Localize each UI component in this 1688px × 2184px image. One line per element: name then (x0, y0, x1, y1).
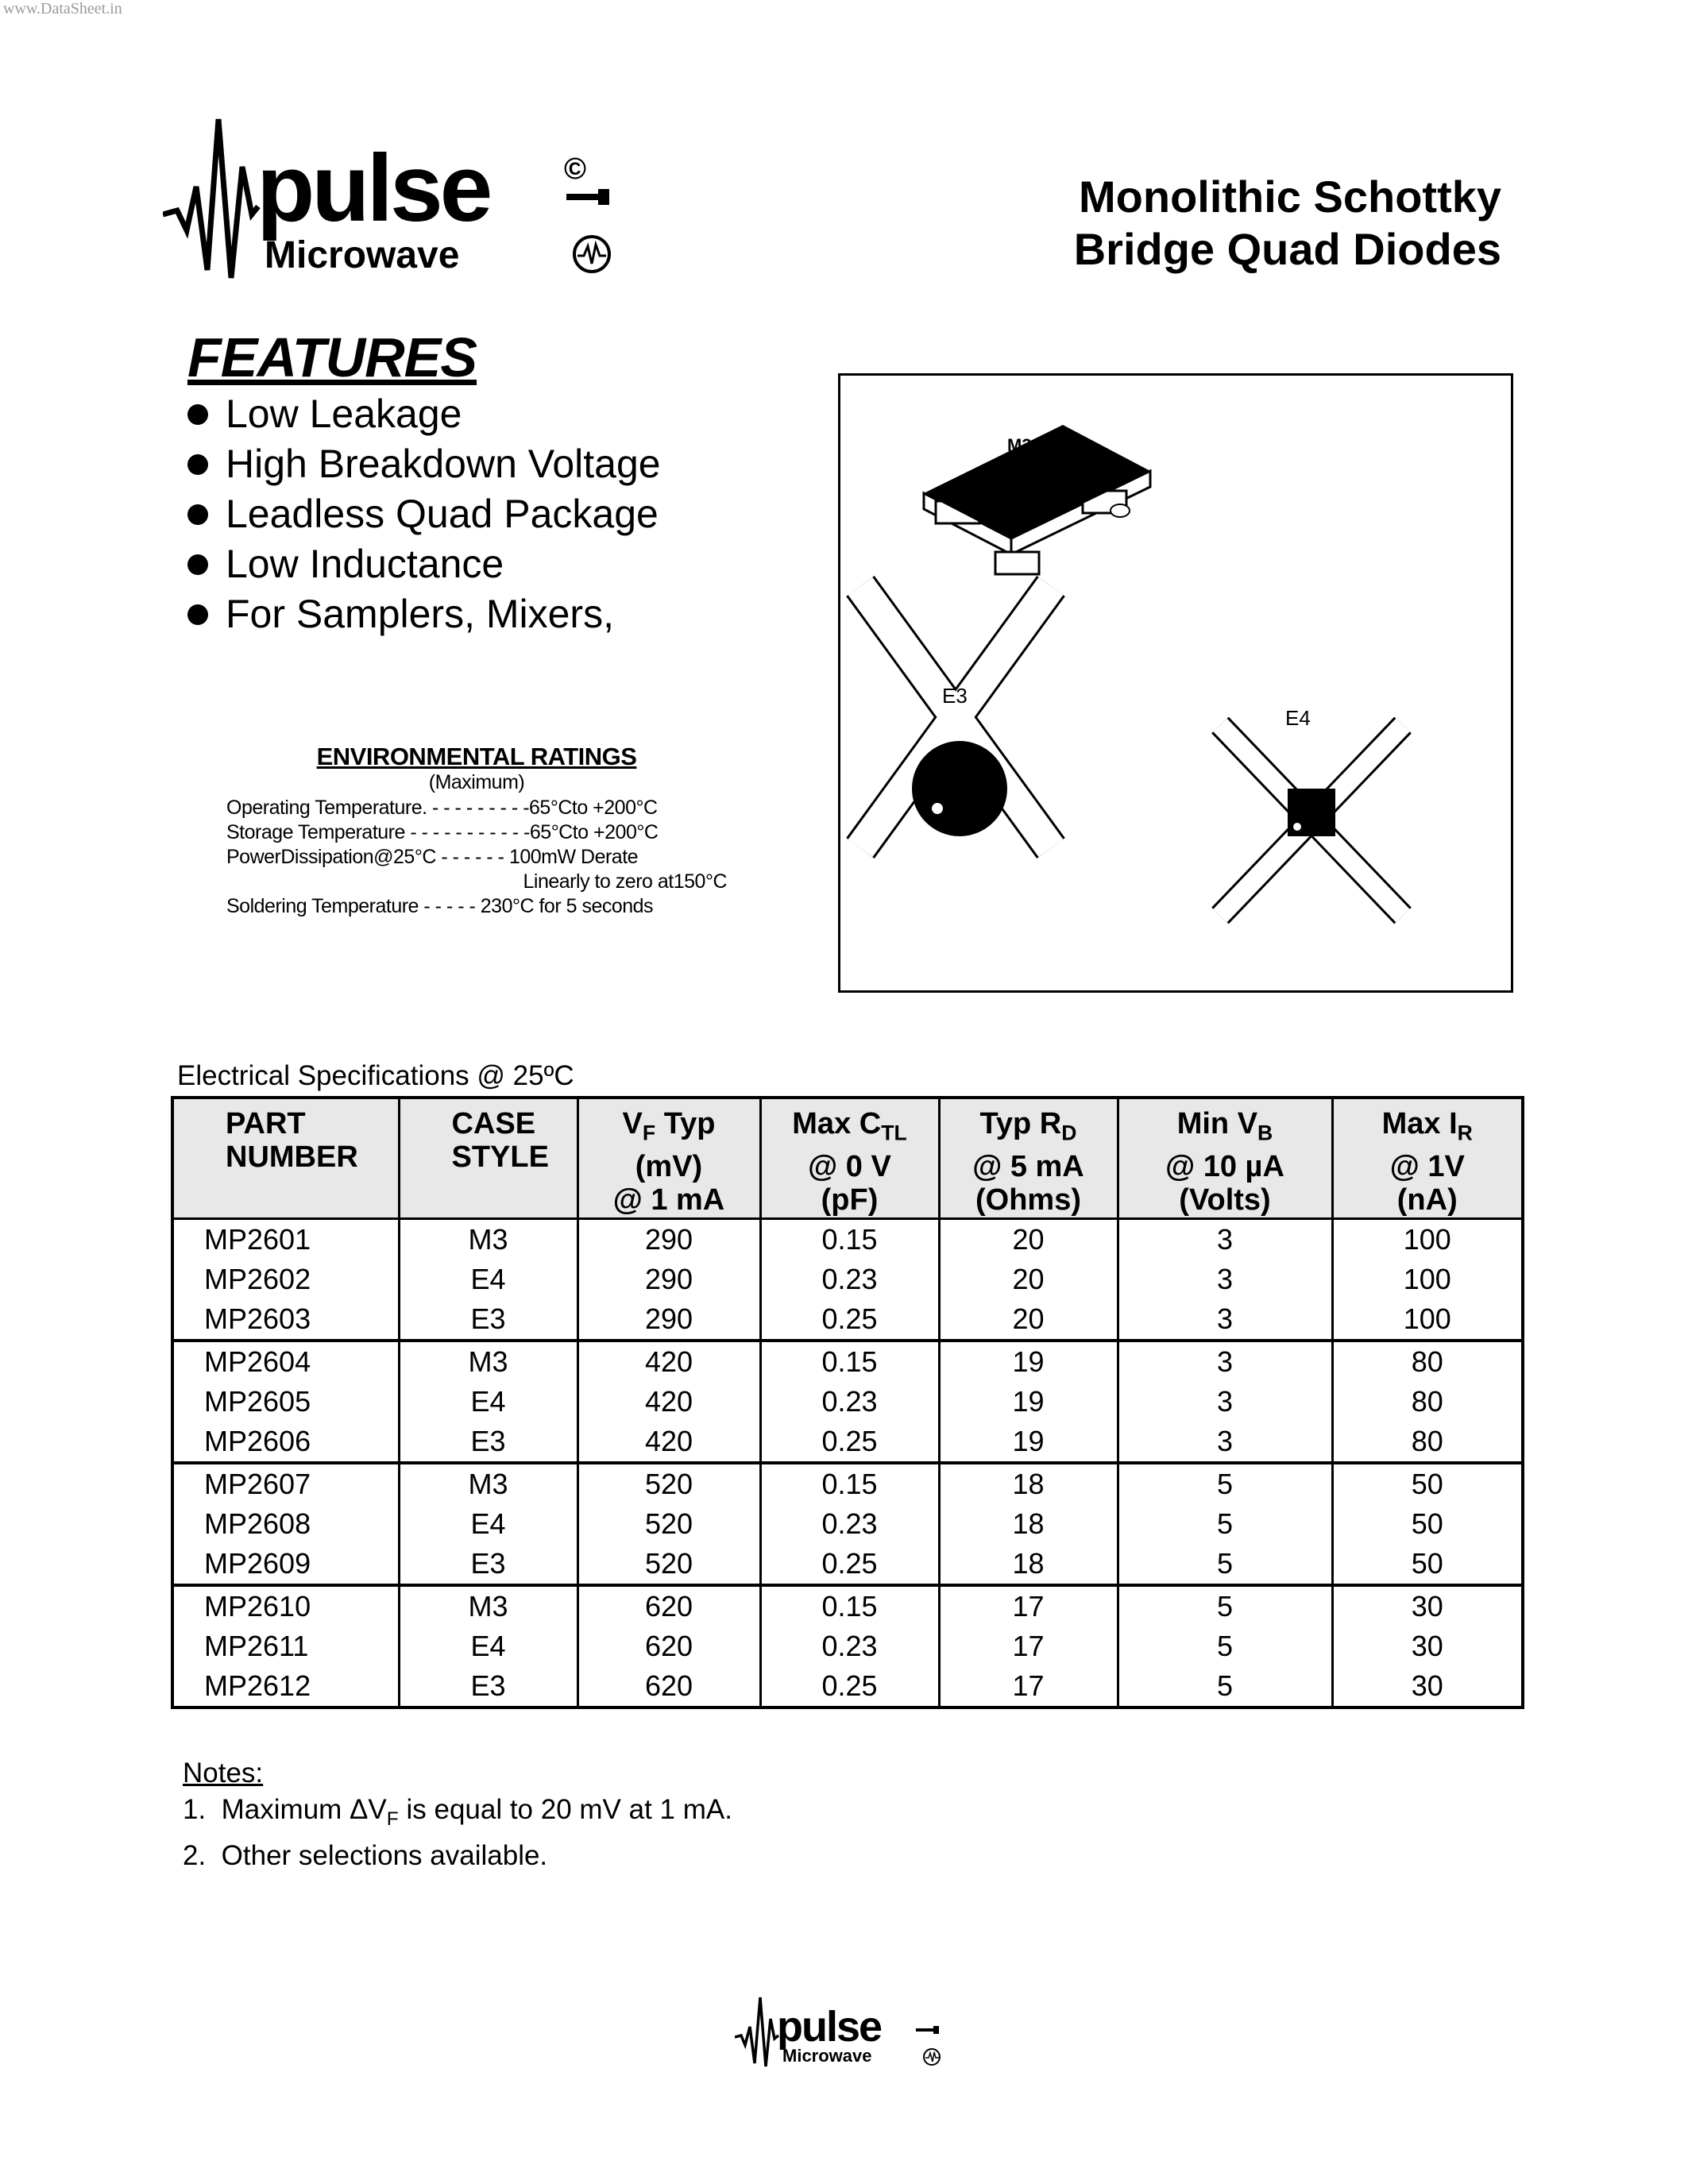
cell-vb: 3 (1118, 1260, 1332, 1299)
cell-ir: 100 (1332, 1218, 1523, 1260)
cell-part: MP2602 (172, 1260, 399, 1299)
bullet-icon (187, 604, 208, 625)
table-row (172, 1218, 1523, 1260)
cell-vb: 5 (1118, 1504, 1332, 1544)
cell-ctl: 0.23 (760, 1382, 939, 1422)
cell-vf: 620 (577, 1666, 760, 1707)
cell-vf: 290 (577, 1299, 760, 1341)
cell-part: MP2609 (172, 1544, 399, 1585)
col-header-vf: $V_F$ Typ (mV) @ 1 mA (577, 1098, 760, 1218)
feature-text: For Samplers, Mixers, (226, 592, 614, 636)
feature-item (187, 589, 661, 639)
env-row: PowerDissipation@25°C - - - - - - 100mW Derate (226, 846, 639, 868)
cell-rd: 19 (939, 1382, 1118, 1422)
cell-part: MP2601 (172, 1218, 399, 1260)
package-drawings (840, 376, 1511, 990)
cell-ctl: 0.23 (760, 1626, 939, 1666)
feature-text: High Breakdown Voltage (226, 442, 661, 486)
col-header-rd: Typ $R_D$ @ 5 mA (Ohms) (939, 1098, 1118, 1218)
cell-vb: 3 (1118, 1299, 1332, 1341)
cell-vf: 520 (577, 1544, 760, 1585)
cell-ctl: 0.15 (760, 1341, 939, 1382)
cell-vf: 420 (577, 1422, 760, 1463)
cell-ctl: 0.23 (760, 1260, 939, 1299)
bullet-icon (187, 554, 208, 575)
features-list (187, 389, 661, 639)
feature-item (187, 389, 661, 439)
cell-vb: 3 (1118, 1218, 1332, 1260)
mpulse-logo-footer (735, 1993, 949, 2069)
cell-rd: 19 (939, 1422, 1118, 1463)
col-header-part: PART NUMBER (172, 1098, 399, 1218)
cell-ir: 50 (1332, 1504, 1523, 1544)
col-header-ir: Max $I_R$ @ 1V (nA) (1332, 1098, 1523, 1218)
cell-vb: 5 (1118, 1666, 1332, 1707)
table-body (172, 1218, 1523, 1707)
watermark: www.DataSheet.in (3, 0, 122, 17)
cell-rd: 18 (939, 1504, 1118, 1544)
table-row (172, 1260, 1523, 1299)
cell-part: MP2606 (172, 1422, 399, 1463)
feature-item (187, 439, 661, 489)
feature-text: Leadless Quad Package (226, 492, 659, 536)
cell-ctl: 0.15 (760, 1585, 939, 1626)
bullet-icon (187, 454, 208, 475)
environmental-ratings (226, 743, 727, 919)
features-heading: FEATURES (187, 326, 477, 388)
cell-case: M3 (399, 1218, 577, 1260)
table-row (172, 1299, 1523, 1341)
table-row (172, 1422, 1523, 1463)
cell-ctl: 0.23 (760, 1504, 939, 1544)
cell-vf: 520 (577, 1463, 760, 1504)
feature-text: Low Leakage (226, 392, 462, 436)
footer-sub-text: Microwave (782, 2046, 872, 2066)
feature-item (187, 489, 661, 539)
cell-part: MP2607 (172, 1463, 399, 1504)
cell-part: MP2611 (172, 1626, 399, 1666)
cell-vb: 5 (1118, 1463, 1332, 1504)
table-row (172, 1382, 1523, 1422)
cell-rd: 19 (939, 1341, 1118, 1382)
pulse-waveform-icon (163, 119, 258, 278)
electrical-specs-table (171, 1096, 1524, 1709)
cell-rd: 17 (939, 1585, 1118, 1626)
cell-vf: 420 (577, 1382, 760, 1422)
cell-ctl: 0.25 (760, 1299, 939, 1341)
cell-vf: 520 (577, 1504, 760, 1544)
cell-ir: 80 (1332, 1422, 1523, 1463)
env-row: Storage Temperature - - - - - - - - - - -65°Cto +200°C (226, 821, 659, 843)
cell-vb: 5 (1118, 1626, 1332, 1666)
cell-ir: 30 (1332, 1626, 1523, 1666)
table-row (172, 1463, 1523, 1504)
notes (183, 1755, 732, 1874)
cell-case: E4 (399, 1260, 577, 1299)
cell-case: E3 (399, 1422, 577, 1463)
bullet-icon (187, 404, 208, 425)
cell-case: E4 (399, 1382, 577, 1422)
cell-ctl: 0.15 (760, 1463, 939, 1504)
cell-ir: 30 (1332, 1585, 1523, 1626)
feature-text: Low Inductance (226, 542, 504, 586)
cell-part: MP2608 (172, 1504, 399, 1544)
logo-dash-end (598, 189, 609, 205)
col-header-vb: Min $V_B$ @ 10 µA (Volts) (1118, 1098, 1332, 1218)
cell-rd: 17 (939, 1626, 1118, 1666)
cell-case: M3 (399, 1341, 577, 1382)
cell-vf: 420 (577, 1341, 760, 1382)
pulse-waveform-icon (735, 1997, 778, 2066)
env-subtitle: (Maximum) (428, 771, 525, 793)
cell-case: E3 (399, 1544, 577, 1585)
cell-rd: 20 (939, 1218, 1118, 1260)
cell-part: MP2604 (172, 1341, 399, 1382)
cell-rd: 17 (939, 1666, 1118, 1707)
cell-case: M3 (399, 1585, 577, 1626)
cell-part: MP2612 (172, 1666, 399, 1707)
footer-brand-text: pulse (777, 2003, 882, 2051)
cell-vb: 3 (1118, 1422, 1332, 1463)
env-title: ENVIRONMENTAL RATINGS (316, 743, 637, 770)
cell-rd: 18 (939, 1463, 1118, 1504)
note-1: 1. Maximum $\Delta V_F$ is equal to 20 mV at 1 mA. (183, 1794, 732, 1830)
cell-ctl: 0.25 (760, 1666, 939, 1707)
e4-package-icon (1220, 706, 1403, 916)
cell-ctl: 0.15 (760, 1218, 939, 1260)
table-row (172, 1544, 1523, 1585)
cell-ir: 30 (1332, 1666, 1523, 1707)
logo-brand-text: pulse (257, 135, 490, 241)
cell-vf: 620 (577, 1585, 760, 1626)
bullet-icon (187, 504, 208, 525)
table-header-row (172, 1098, 1523, 1218)
cell-ir: 80 (1332, 1382, 1523, 1422)
package-drawings-box (838, 373, 1513, 993)
cell-vf: 290 (577, 1218, 760, 1260)
title-line-1: Monolithic Schottky (1079, 172, 1501, 222)
cell-vf: 620 (577, 1626, 760, 1666)
logo-copyright: © (564, 152, 586, 186)
col-header-ctl: Max $C_{TL}$ @ 0 V (pF) (760, 1098, 939, 1218)
logo-circle-icon (574, 237, 609, 272)
cell-ir: 50 (1332, 1544, 1523, 1585)
note-2: 2. Other selections available. (183, 1840, 548, 1871)
mpulse-logo (163, 111, 624, 282)
cell-case: E3 (399, 1666, 577, 1707)
e3-label: E3 (942, 684, 968, 708)
env-row: Operating Temperature. - - - - - - - - -65°Cto +200°C (226, 797, 658, 819)
feature-item (187, 539, 661, 589)
table-row (172, 1666, 1523, 1707)
cell-case: M3 (399, 1463, 577, 1504)
cell-vb: 3 (1118, 1341, 1332, 1382)
cell-case: E4 (399, 1504, 577, 1544)
logo-sub-text: Microwave (265, 234, 460, 276)
cell-ir: 100 (1332, 1299, 1523, 1341)
title-line-2: Bridge Quad Diodes (1073, 224, 1501, 274)
cell-ir: 100 (1332, 1260, 1523, 1299)
cell-vb: 5 (1118, 1544, 1332, 1585)
table-row (172, 1585, 1523, 1626)
cell-ir: 50 (1332, 1463, 1523, 1504)
e4-label: E4 (1285, 706, 1311, 730)
document-title (1074, 171, 1501, 276)
table-row (172, 1341, 1523, 1382)
cell-part: MP2603 (172, 1299, 399, 1341)
cell-case: E3 (399, 1299, 577, 1341)
cell-rd: 18 (939, 1544, 1118, 1585)
cell-vf: 290 (577, 1260, 760, 1299)
cell-part: MP2610 (172, 1585, 399, 1626)
col-header-case: CASE STYLE (399, 1098, 577, 1218)
cell-rd: 20 (939, 1299, 1118, 1341)
cell-rd: 20 (939, 1260, 1118, 1299)
electrical-specs-caption: Electrical Specifications @ 25ºC (177, 1060, 574, 1091)
cell-ctl: 0.25 (760, 1422, 939, 1463)
notes-title: Notes: (183, 1758, 264, 1788)
table-row (172, 1626, 1523, 1666)
m3-package-icon (924, 425, 1150, 574)
cell-part: MP2605 (172, 1382, 399, 1422)
m3-label: M3 (1007, 435, 1032, 455)
cell-vb: 3 (1118, 1382, 1332, 1422)
cell-vb: 5 (1118, 1585, 1332, 1626)
env-row: Soldering Temperature - - - - - 230°C for 5 seconds (226, 895, 654, 917)
cell-ir: 80 (1332, 1341, 1523, 1382)
env-row: Linearly to zero at150°C (523, 870, 727, 893)
e3-package-icon (860, 586, 1051, 848)
cell-case: E4 (399, 1626, 577, 1666)
cell-ctl: 0.25 (760, 1544, 939, 1585)
table-row (172, 1504, 1523, 1544)
